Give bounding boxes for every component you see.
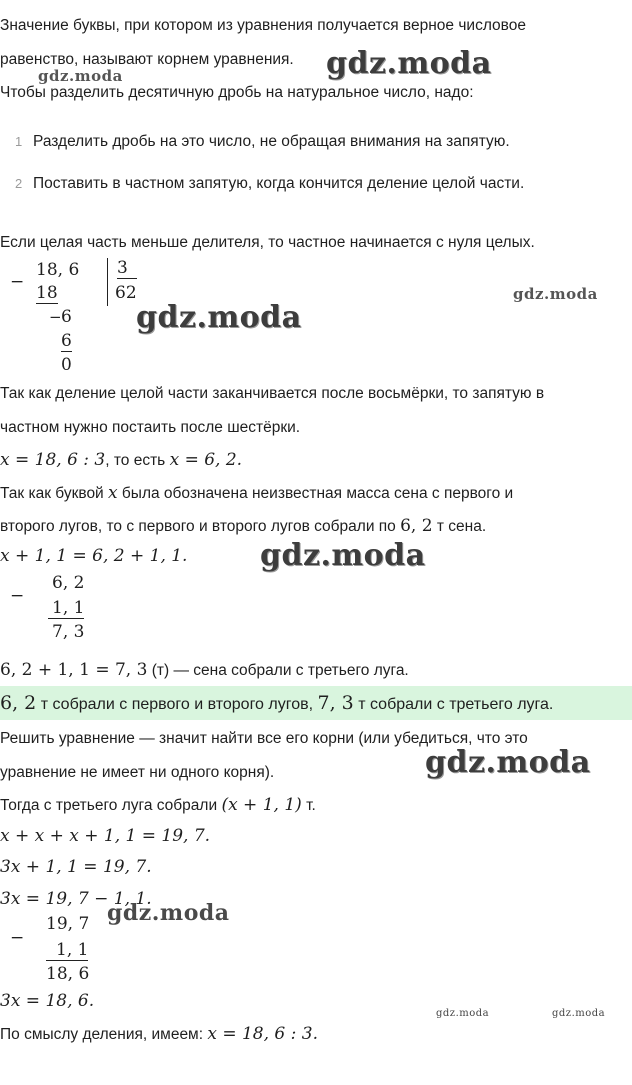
text-line: Если целая часть меньше делителя, то частное начинается с нуля целых.	[0, 234, 535, 251]
text-line: равенство, называют корнем уравнения.	[0, 51, 294, 68]
math: 6, 2	[400, 516, 433, 536]
text-line: Так как деление целой части заканчивается после восьмёрки, то запятую в	[0, 385, 545, 402]
list-item	[15, 174, 524, 194]
text: Тогда с третьего луга собрали	[0, 797, 222, 814]
dividend: 18, 6	[36, 260, 80, 280]
remainder: 0	[61, 355, 72, 375]
subtrahend: 18	[36, 283, 58, 303]
math: (x + 1, 1)	[221, 795, 302, 815]
watermark: gdz.moda	[107, 900, 230, 926]
math: 6, 2 + 1, 1 = 7, 3	[0, 660, 148, 680]
text-line: уравнение не имеет ни одного корня).	[0, 764, 275, 781]
text: второго лугов, то с первого и второго лугов собрали по	[0, 518, 401, 535]
equation: 3x = 19, 7 − 1, 1.	[0, 889, 152, 909]
text-line: Значение буквы, при котором из уравнения получается верное числовое	[0, 17, 526, 34]
term: 1, 1	[46, 940, 88, 961]
math: x = 18, 6 : 3.	[207, 1024, 318, 1044]
text: , то есть	[105, 452, 170, 469]
term: 19, 7	[46, 914, 90, 934]
text-line	[0, 795, 316, 816]
math: 6, 2	[0, 692, 37, 714]
sum: 7, 3	[52, 622, 85, 642]
subtrahend: 6	[61, 331, 72, 351]
divisor: 3	[117, 258, 137, 279]
text: т собрали с третьего луга.	[353, 696, 554, 713]
term: 1, 1	[48, 598, 84, 619]
difference: 18, 6	[46, 964, 90, 984]
list-item-text: Разделить дробь на это число, не обращая внимания на запятую.	[33, 133, 510, 150]
watermark: gdz.moda	[260, 538, 426, 573]
text-line	[0, 660, 409, 681]
text: т.	[301, 797, 316, 814]
text: Так как буквой	[0, 485, 109, 502]
text-line: частном нужно постаить после шестёрки.	[0, 419, 301, 436]
math: x = 6, 2.	[169, 450, 243, 470]
watermark: gdz.moda	[436, 1008, 490, 1019]
equation: x + 1, 1 = 6, 2 + 1, 1.	[0, 546, 188, 566]
remainder: 6	[61, 307, 72, 327]
minus-sign: −	[49, 308, 62, 326]
text: была обозначена неизвестная масса сена с первого и	[117, 485, 514, 502]
sign: −	[10, 928, 25, 948]
list-number: 1	[15, 134, 23, 149]
minus-sign: −	[10, 272, 25, 292]
math: 7, 3	[317, 692, 354, 714]
text-line	[0, 1024, 318, 1045]
list-item-text: Поставить в частном запятую, когда кончится деление целой части.	[33, 175, 525, 192]
equation: 3x + 1, 1 = 19, 7.	[0, 857, 152, 877]
text-line	[0, 483, 513, 504]
text-line	[0, 516, 486, 537]
sign: −	[10, 586, 25, 606]
answer-line	[0, 693, 553, 715]
list-item	[15, 132, 510, 152]
quotient: 62	[115, 283, 137, 303]
text: т сена.	[432, 518, 487, 535]
watermark: gdz.moda	[425, 745, 591, 780]
watermark: gdz.moda	[38, 67, 123, 85]
watermark: gdz.moda	[513, 285, 598, 303]
equation: 3x = 18, 6.	[0, 991, 95, 1011]
text: По смыслу деления, имеем:	[0, 1026, 208, 1043]
text-line: Чтобы разделить десятичную дробь на натуральное число, надо:	[0, 84, 474, 101]
division-bar	[107, 258, 108, 306]
text-line	[0, 450, 242, 471]
text: т собрали с первого и второго лугов,	[36, 696, 318, 713]
watermark: gdz.moda	[136, 300, 302, 335]
text: (т) — сена собрали с третьего луга.	[147, 662, 409, 679]
math: x = 18, 6 : 3	[0, 450, 106, 470]
term: 6, 2	[52, 573, 85, 593]
list-number: 2	[15, 176, 23, 191]
equation: x + x + x + 1, 1 = 19, 7.	[0, 826, 211, 846]
watermark: gdz.moda	[552, 1008, 606, 1019]
watermark: gdz.moda	[326, 46, 492, 81]
math: x	[108, 483, 118, 503]
text-line: Решить уравнение — значит найти все его корни (или убедиться, что это	[0, 730, 528, 747]
